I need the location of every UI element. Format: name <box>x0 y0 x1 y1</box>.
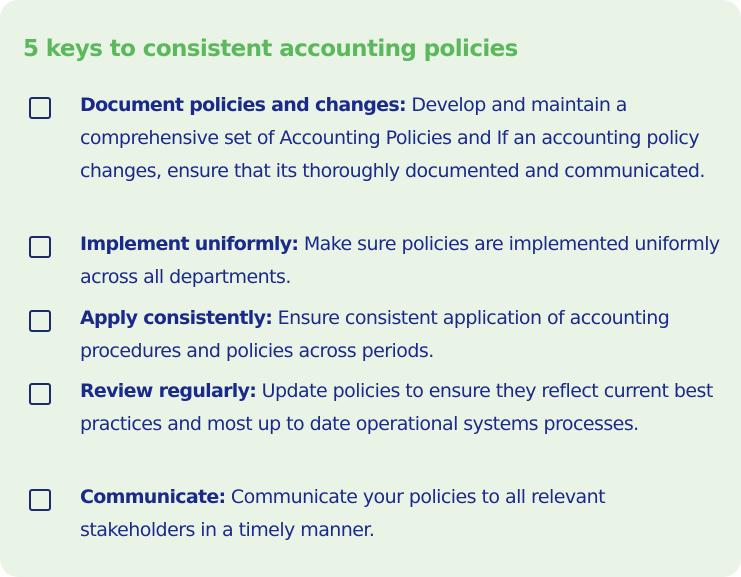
checkbox[interactable] <box>29 236 51 258</box>
item-heading: Apply consistently: <box>80 307 273 329</box>
checkbox[interactable] <box>29 383 51 405</box>
item-body: Ensure consistent application of accounting procedures and policies across periods. <box>80 307 670 362</box>
item-body: Develop and maintain a comprehensive set of Accounting Policies and If an accounting policy changes, ensure that its thoroughly documented and communicated. <box>80 94 705 182</box>
item-heading: Implement uniformly: <box>80 233 299 255</box>
checklist-item-text <box>80 89 720 188</box>
item-body: Communicate your policies to all relevant stakeholders in a timely manner. <box>80 486 606 541</box>
checkbox[interactable] <box>29 97 51 119</box>
checkbox[interactable] <box>29 489 51 511</box>
checklist-item-text <box>80 302 720 368</box>
checklist-item-text <box>80 375 720 441</box>
item-body: Update policies to ensure they reflect current best practices and most up to date operational systems processes. <box>80 380 713 435</box>
checkbox[interactable] <box>29 310 51 332</box>
item-heading: Document policies and changes: <box>80 94 406 116</box>
card-title: 5 keys to consistent accounting policies <box>23 36 518 62</box>
item-body: Make sure policies are implemented uniformly across all departments. <box>80 233 720 288</box>
checklist-item-text <box>80 481 720 547</box>
checklist-item-text <box>80 228 720 294</box>
item-heading: Review regularly: <box>80 380 257 402</box>
item-heading: Communicate: <box>80 486 226 508</box>
